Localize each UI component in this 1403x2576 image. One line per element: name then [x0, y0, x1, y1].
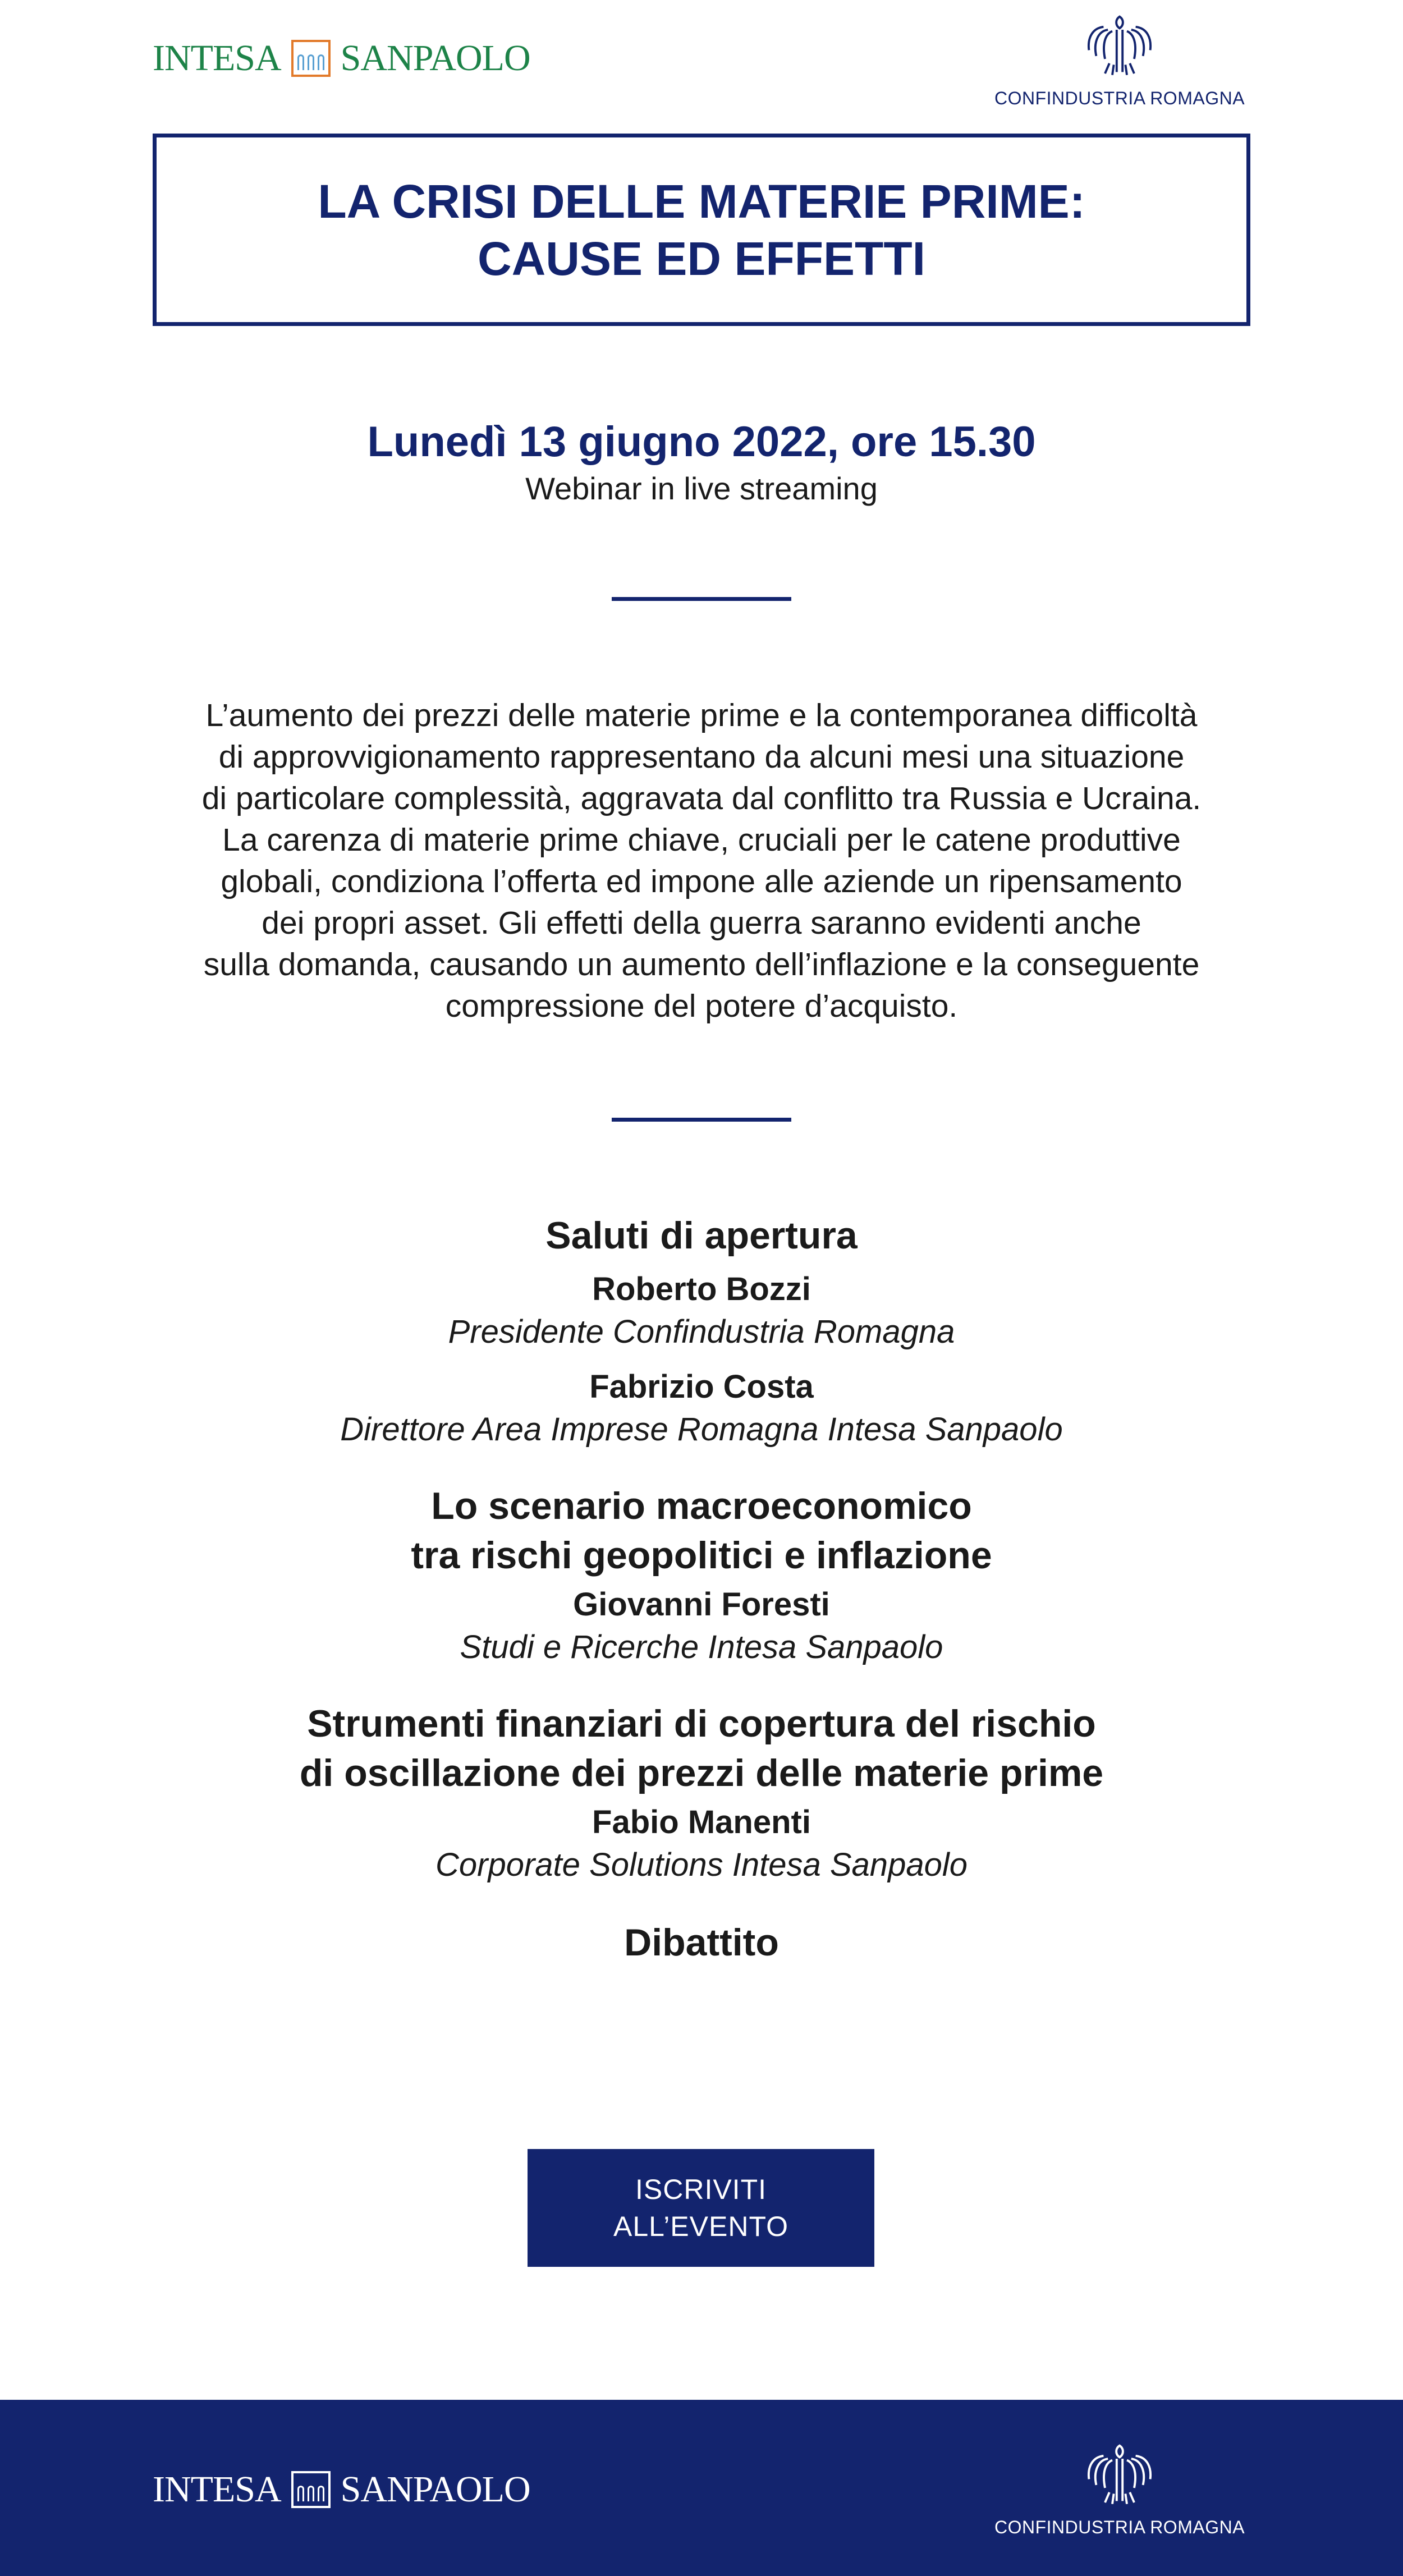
footer-confindustria-romagna-logo — [988, 2437, 1251, 2538]
speaker-role: Direttore Area Imprese Romagna Intesa Sanpaolo — [340, 1411, 1063, 1448]
speaker-name: Giovanni Foresti — [573, 1586, 830, 1623]
event-date-time: Lunedì 13 giugno 2022, ore 15.30 — [367, 418, 1036, 466]
program-opening-title: Saluti di apertura — [545, 1214, 858, 1257]
event-program — [0, 1211, 1403, 1967]
program-macro-title-line1: Lo scenario macroeconomico — [431, 1485, 972, 1527]
program-instruments-title-line2: di oscillazione dei prezzi delle materie prime — [299, 1752, 1104, 1794]
event-description — [0, 695, 1403, 1027]
speaker-name: Fabio Manenti — [592, 1804, 811, 1840]
description-line: sulla domanda, causando un aumento dell’inflazione e la conseguente — [203, 947, 1200, 982]
description-line: globali, condiziona l’offerta ed impone alle aziende un ripensamento — [221, 864, 1182, 899]
confindustria-romagna-logo — [988, 8, 1251, 109]
description-line: La carenza di materie prime chiave, cruciali per le catene produttive — [222, 822, 1181, 858]
footer-intesa-logo-left-word: INTESA — [153, 2469, 281, 2510]
event-title-line2: CAUSE ED EFFETTI — [477, 232, 926, 285]
footer-intesa-logo-right-word: SANPAOLO — [340, 2469, 530, 2510]
footer-intesa-logo-mark-icon — [291, 2471, 331, 2508]
footer-confindustria-name: CONFINDUSTRIA ROMAGNA — [994, 2517, 1245, 2537]
event-title-line1: LA CRISI DELLE MATERIE PRIME: — [318, 175, 1085, 228]
description-line: L’aumento dei prezzi delle materie prime e la contemporanea difficoltà — [205, 697, 1198, 733]
program-macro-title-line2: tra rischi geopolitici e inflazione — [411, 1534, 992, 1577]
footer-intesa-sanpaolo-logo — [153, 2467, 530, 2512]
intesa-logo-right-word: SANPAOLO — [340, 38, 530, 79]
speaker-role: Presidente Confindustria Romagna — [448, 1314, 955, 1350]
program-debate: Dibattito — [624, 1921, 779, 1964]
footer — [0, 2400, 1403, 2576]
intesa-logo-mark-icon — [291, 40, 331, 77]
speaker-role: Corporate Solutions Intesa Sanpaolo — [435, 1847, 968, 1883]
eagle-emblem-icon — [1083, 2437, 1156, 2510]
description-line: compressione del potere d’acquisto. — [445, 988, 958, 1024]
description-line: di approvvigionamento rappresentano da alcuni mesi una situazione — [218, 739, 1185, 775]
program-instruments-title-line1: Strumenti finanziari di copertura del rischio — [307, 1702, 1096, 1745]
section-divider — [612, 597, 791, 601]
speaker-name: Fabrizio Costa — [589, 1369, 814, 1405]
register-button[interactable] — [528, 2149, 874, 2267]
event-format: Webinar in live streaming — [525, 471, 878, 506]
section-divider — [612, 1118, 791, 1122]
intesa-logo-left-word: INTESA — [153, 38, 281, 79]
register-button-line2: ALL’EVENTO — [613, 2211, 788, 2242]
confindustria-name: CONFINDUSTRIA ROMAGNA — [994, 88, 1245, 108]
description-line: dei propri asset. Gli effetti della guerra saranno evidenti anche — [262, 905, 1141, 941]
eagle-emblem-icon — [1083, 8, 1156, 81]
speaker-role: Studi e Ricerche Intesa Sanpaolo — [460, 1629, 943, 1665]
description-line: di particolare complessità, aggravata dal conflitto tra Russia e Ucraina. — [201, 780, 1202, 816]
speaker-name: Roberto Bozzi — [592, 1271, 811, 1307]
register-button-line1: ISCRIVITI — [635, 2174, 767, 2205]
event-title-box — [153, 134, 1250, 326]
intesa-sanpaolo-logo — [153, 36, 530, 81]
